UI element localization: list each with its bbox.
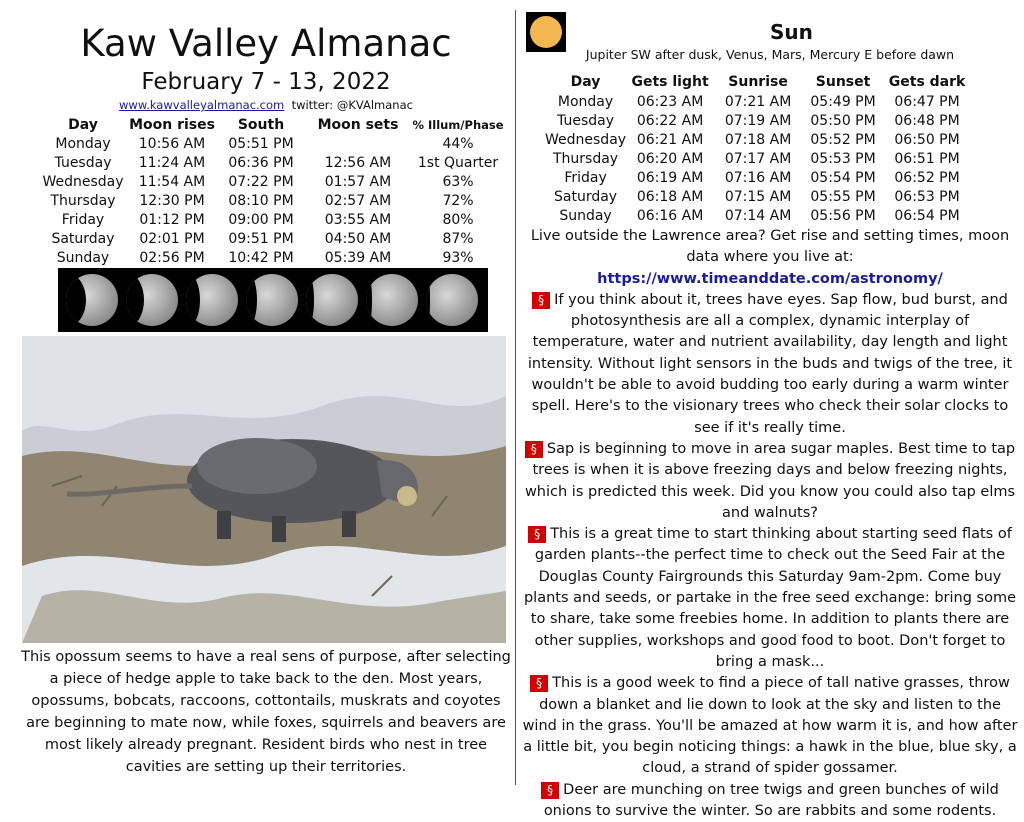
moon-col-day: Day bbox=[68, 116, 98, 133]
moon-cell bbox=[306, 134, 410, 153]
sun-cell: 07:15 AM bbox=[724, 188, 792, 205]
moon-cell: 93% bbox=[442, 249, 474, 266]
sun-cell: 05:53 PM bbox=[810, 150, 876, 167]
moon-cell: 03:55 AM bbox=[324, 211, 392, 228]
column-divider bbox=[515, 10, 516, 785]
moon-phase-image bbox=[366, 274, 418, 326]
sun-cell: 06:22 AM bbox=[636, 112, 704, 129]
sun-icon bbox=[526, 12, 566, 52]
section-marker-icon: § bbox=[528, 526, 546, 543]
table-row bbox=[545, 130, 970, 149]
moon-col-rises: Moon rises bbox=[129, 116, 215, 133]
moon-cell: Sunday bbox=[56, 249, 110, 266]
table-row bbox=[38, 210, 506, 229]
page-title: Kaw Valley Almanac bbox=[80, 22, 452, 65]
sun-cell: 06:47 PM bbox=[894, 93, 960, 110]
almanac-notes bbox=[522, 226, 1018, 822]
moon-cell: Thursday bbox=[50, 192, 116, 209]
section-marker-icon: § bbox=[525, 441, 543, 458]
moon-phase-strip bbox=[58, 268, 488, 332]
note-item: This is a good week to find a piece of tall native grasses, throw down a blanket and lie down to look at the sky and listen to the wind in the grass. You'll be amazed at how warm it is, and how after a little bit, you begin noticing things: a hawk in the blue, blue sky, a cloud, a strand of spider gossamer. bbox=[522, 675, 1018, 777]
sun-cell: 05:55 PM bbox=[810, 188, 876, 205]
table-row bbox=[38, 134, 506, 153]
moon-col-sets: Moon sets bbox=[317, 116, 399, 133]
moon-col-illum: % Illum/Phase bbox=[412, 117, 504, 132]
moon-cell: 02:57 AM bbox=[324, 192, 392, 209]
sun-cell: 06:48 PM bbox=[894, 112, 960, 129]
sun-cell: 06:50 PM bbox=[894, 131, 960, 148]
sun-col-sunrise: Sunrise bbox=[728, 74, 788, 90]
sun-cell: Wednesday bbox=[545, 131, 627, 148]
sun-cell: 06:52 PM bbox=[894, 169, 960, 186]
note-item: This is a great time to start thinking about starting seed flats of garden plants--the perfect time to check out the Seed Fair at the Douglas County Fairgrounds this Saturday 9am-2pm. Come buy plants and seeds, or partake in the free seed exchange: bring some to share, take some freebies home. In addition to plants there are other supplies, workshops and good food to boot. Don't forget to bring a mask... bbox=[523, 526, 1017, 670]
table-row bbox=[38, 153, 506, 172]
moon-phase-image bbox=[426, 274, 478, 326]
sun-cell: 05:50 PM bbox=[810, 112, 876, 129]
moon-cell: 72% bbox=[442, 192, 474, 209]
sun-cell: 05:56 PM bbox=[810, 207, 876, 224]
moon-cell: 08:10 PM bbox=[228, 192, 294, 209]
sun-cell: Sunday bbox=[559, 207, 612, 224]
sun-cell: Saturday bbox=[553, 188, 618, 205]
sun-cell: Friday bbox=[564, 169, 607, 186]
moon-phase-image bbox=[186, 274, 238, 326]
sun-cell: 07:16 AM bbox=[724, 169, 792, 186]
moon-cell: 01:57 AM bbox=[324, 173, 392, 190]
sun-col-gets-dark: Gets dark bbox=[888, 74, 966, 90]
moon-cell: Friday bbox=[61, 211, 105, 228]
moon-cell: Monday bbox=[55, 135, 111, 152]
table-row bbox=[545, 168, 970, 187]
moon-phase-image bbox=[246, 274, 298, 326]
sun-cell: 07:17 AM bbox=[724, 150, 792, 167]
section-marker-icon: § bbox=[541, 782, 559, 799]
table-row bbox=[545, 206, 970, 225]
sun-table-header bbox=[545, 72, 970, 92]
sun-cell: 05:49 PM bbox=[810, 93, 876, 110]
note-item: Sap is beginning to move in area sugar maples. Best time to tap trees is when it is above freezing days and below freezing nights, which is predicted this week. Did you know you could also tap elms and walnuts? bbox=[524, 440, 1016, 521]
moon-cell: Tuesday bbox=[54, 154, 112, 171]
moon-cell: 01:12 PM bbox=[139, 211, 205, 228]
moon-cell: 12:30 PM bbox=[139, 192, 205, 209]
sun-col-sunset: Sunset bbox=[815, 74, 871, 90]
sun-cell: 06:16 AM bbox=[636, 207, 704, 224]
moon-cell: 05:39 AM bbox=[324, 249, 392, 266]
twitter-handle: twitter: @KVAlmanac bbox=[291, 98, 413, 112]
section-marker-icon: § bbox=[530, 675, 548, 692]
moon-cell: 05:51 PM bbox=[228, 135, 294, 152]
table-row bbox=[545, 111, 970, 130]
date-range: February 7 - 13, 2022 bbox=[141, 69, 391, 95]
moon-table bbox=[38, 115, 506, 267]
sun-cell: 07:18 AM bbox=[724, 131, 792, 148]
moon-cell: 09:00 PM bbox=[228, 211, 294, 228]
moon-cell: 02:01 PM bbox=[139, 230, 205, 247]
sun-cell: 06:53 PM bbox=[894, 188, 960, 205]
moon-cell: 10:42 PM bbox=[228, 249, 294, 266]
header-links bbox=[0, 98, 532, 112]
moon-cell: 63% bbox=[442, 173, 474, 190]
sun-cell: 06:54 PM bbox=[894, 207, 960, 224]
intro-text: Live outside the Lawrence area? Get rise and setting times, moon data where you live at: bbox=[530, 228, 1010, 266]
moon-cell: 11:54 AM bbox=[138, 173, 206, 190]
photo-caption: This opossum seems to have a real sens of purpose, after selecting a piece of hedge apple to take back to the den. Most years, opossums, bobcats, raccoons, cottontails, muskrats and coyotes are beginning to mate now, while foxes, squirrels and beavers are most likely already pregnant. Resident birds who nest in tree cavities are setting up their territories. bbox=[21, 649, 511, 775]
moon-cell: Wednesday bbox=[42, 173, 124, 190]
moon-cell: 12:56 AM bbox=[324, 154, 392, 171]
website-link[interactable]: www.kawvalleyalmanac.com bbox=[119, 98, 285, 112]
sun-table bbox=[545, 72, 970, 225]
sun-cell: Thursday bbox=[552, 150, 619, 167]
sun-cell: 05:54 PM bbox=[810, 169, 876, 186]
moon-cell: 44% bbox=[442, 135, 474, 152]
moon-cell: 09:51 PM bbox=[228, 230, 294, 247]
moon-phase-image bbox=[66, 274, 118, 326]
sun-cell: 06:21 AM bbox=[636, 131, 704, 148]
table-row bbox=[545, 92, 970, 111]
table-row bbox=[545, 187, 970, 206]
table-row bbox=[545, 149, 970, 168]
moon-cell: 10:56 AM bbox=[138, 135, 206, 152]
moon-cell: Saturday bbox=[51, 230, 115, 247]
table-row bbox=[38, 229, 506, 248]
note-item: If you think about it, trees have eyes. Sap flow, bud burst, and photosynthesis are all a complex, dynamic interplay of temperature, water and nutrient availability, day length and light intensity. Without light sensors in the buds and twigs of the tree, it wouldn't be able to avoid budding too early during a warm winter spell. Here's to the visionary trees who check their solar clocks to see if it's really time. bbox=[527, 291, 1013, 436]
sun-cell: Tuesday bbox=[557, 112, 615, 129]
moon-phase-image bbox=[126, 274, 178, 326]
moon-table-header bbox=[38, 115, 506, 134]
sun-cell: 06:19 AM bbox=[636, 169, 704, 186]
sun-cell: 07:19 AM bbox=[724, 112, 792, 129]
note-item: Deer are munching on tree twigs and green bunches of wild onions to survive the winter. So are rabbits and some rodents. bbox=[543, 781, 999, 820]
planets-note: Jupiter SW after dusk, Venus, Mars, Mercury E before dawn bbox=[585, 47, 955, 62]
table-row bbox=[38, 172, 506, 191]
timeanddate-link[interactable]: https://www.timeanddate.com/astronomy/ bbox=[597, 270, 943, 287]
sun-col-gets-light: Gets light bbox=[631, 74, 709, 90]
moon-col-south: South bbox=[237, 116, 285, 133]
section-marker-icon: § bbox=[532, 292, 550, 309]
sun-cell: 07:14 AM bbox=[724, 207, 792, 224]
moon-cell: 87% bbox=[442, 230, 474, 247]
sun-cell: 06:23 AM bbox=[636, 93, 704, 110]
sun-cell: Monday bbox=[557, 93, 614, 110]
moon-phase-image bbox=[306, 274, 358, 326]
moon-cell: 06:36 PM bbox=[228, 154, 294, 171]
moon-cell: 80% bbox=[442, 211, 474, 228]
sun-cell: 06:20 AM bbox=[636, 150, 704, 167]
moon-cell: 02:56 PM bbox=[139, 249, 205, 266]
moon-cell: 11:24 AM bbox=[138, 154, 206, 171]
moon-cell: 04:50 AM bbox=[324, 230, 392, 247]
sun-cell: 06:51 PM bbox=[894, 150, 960, 167]
sun-cell: 05:52 PM bbox=[810, 131, 876, 148]
sun-cell: 06:18 AM bbox=[636, 188, 704, 205]
table-row bbox=[38, 248, 506, 267]
sun-cell: 07:21 AM bbox=[724, 93, 792, 110]
opossum-photo-image bbox=[22, 336, 506, 643]
sun-section-title: Sun bbox=[770, 20, 813, 44]
moon-cell: 07:22 PM bbox=[228, 173, 294, 190]
sun-col-day: Day bbox=[570, 74, 601, 90]
moon-cell: 1st Quarter bbox=[417, 154, 499, 171]
opossum-photo bbox=[22, 336, 506, 643]
table-row bbox=[38, 191, 506, 210]
